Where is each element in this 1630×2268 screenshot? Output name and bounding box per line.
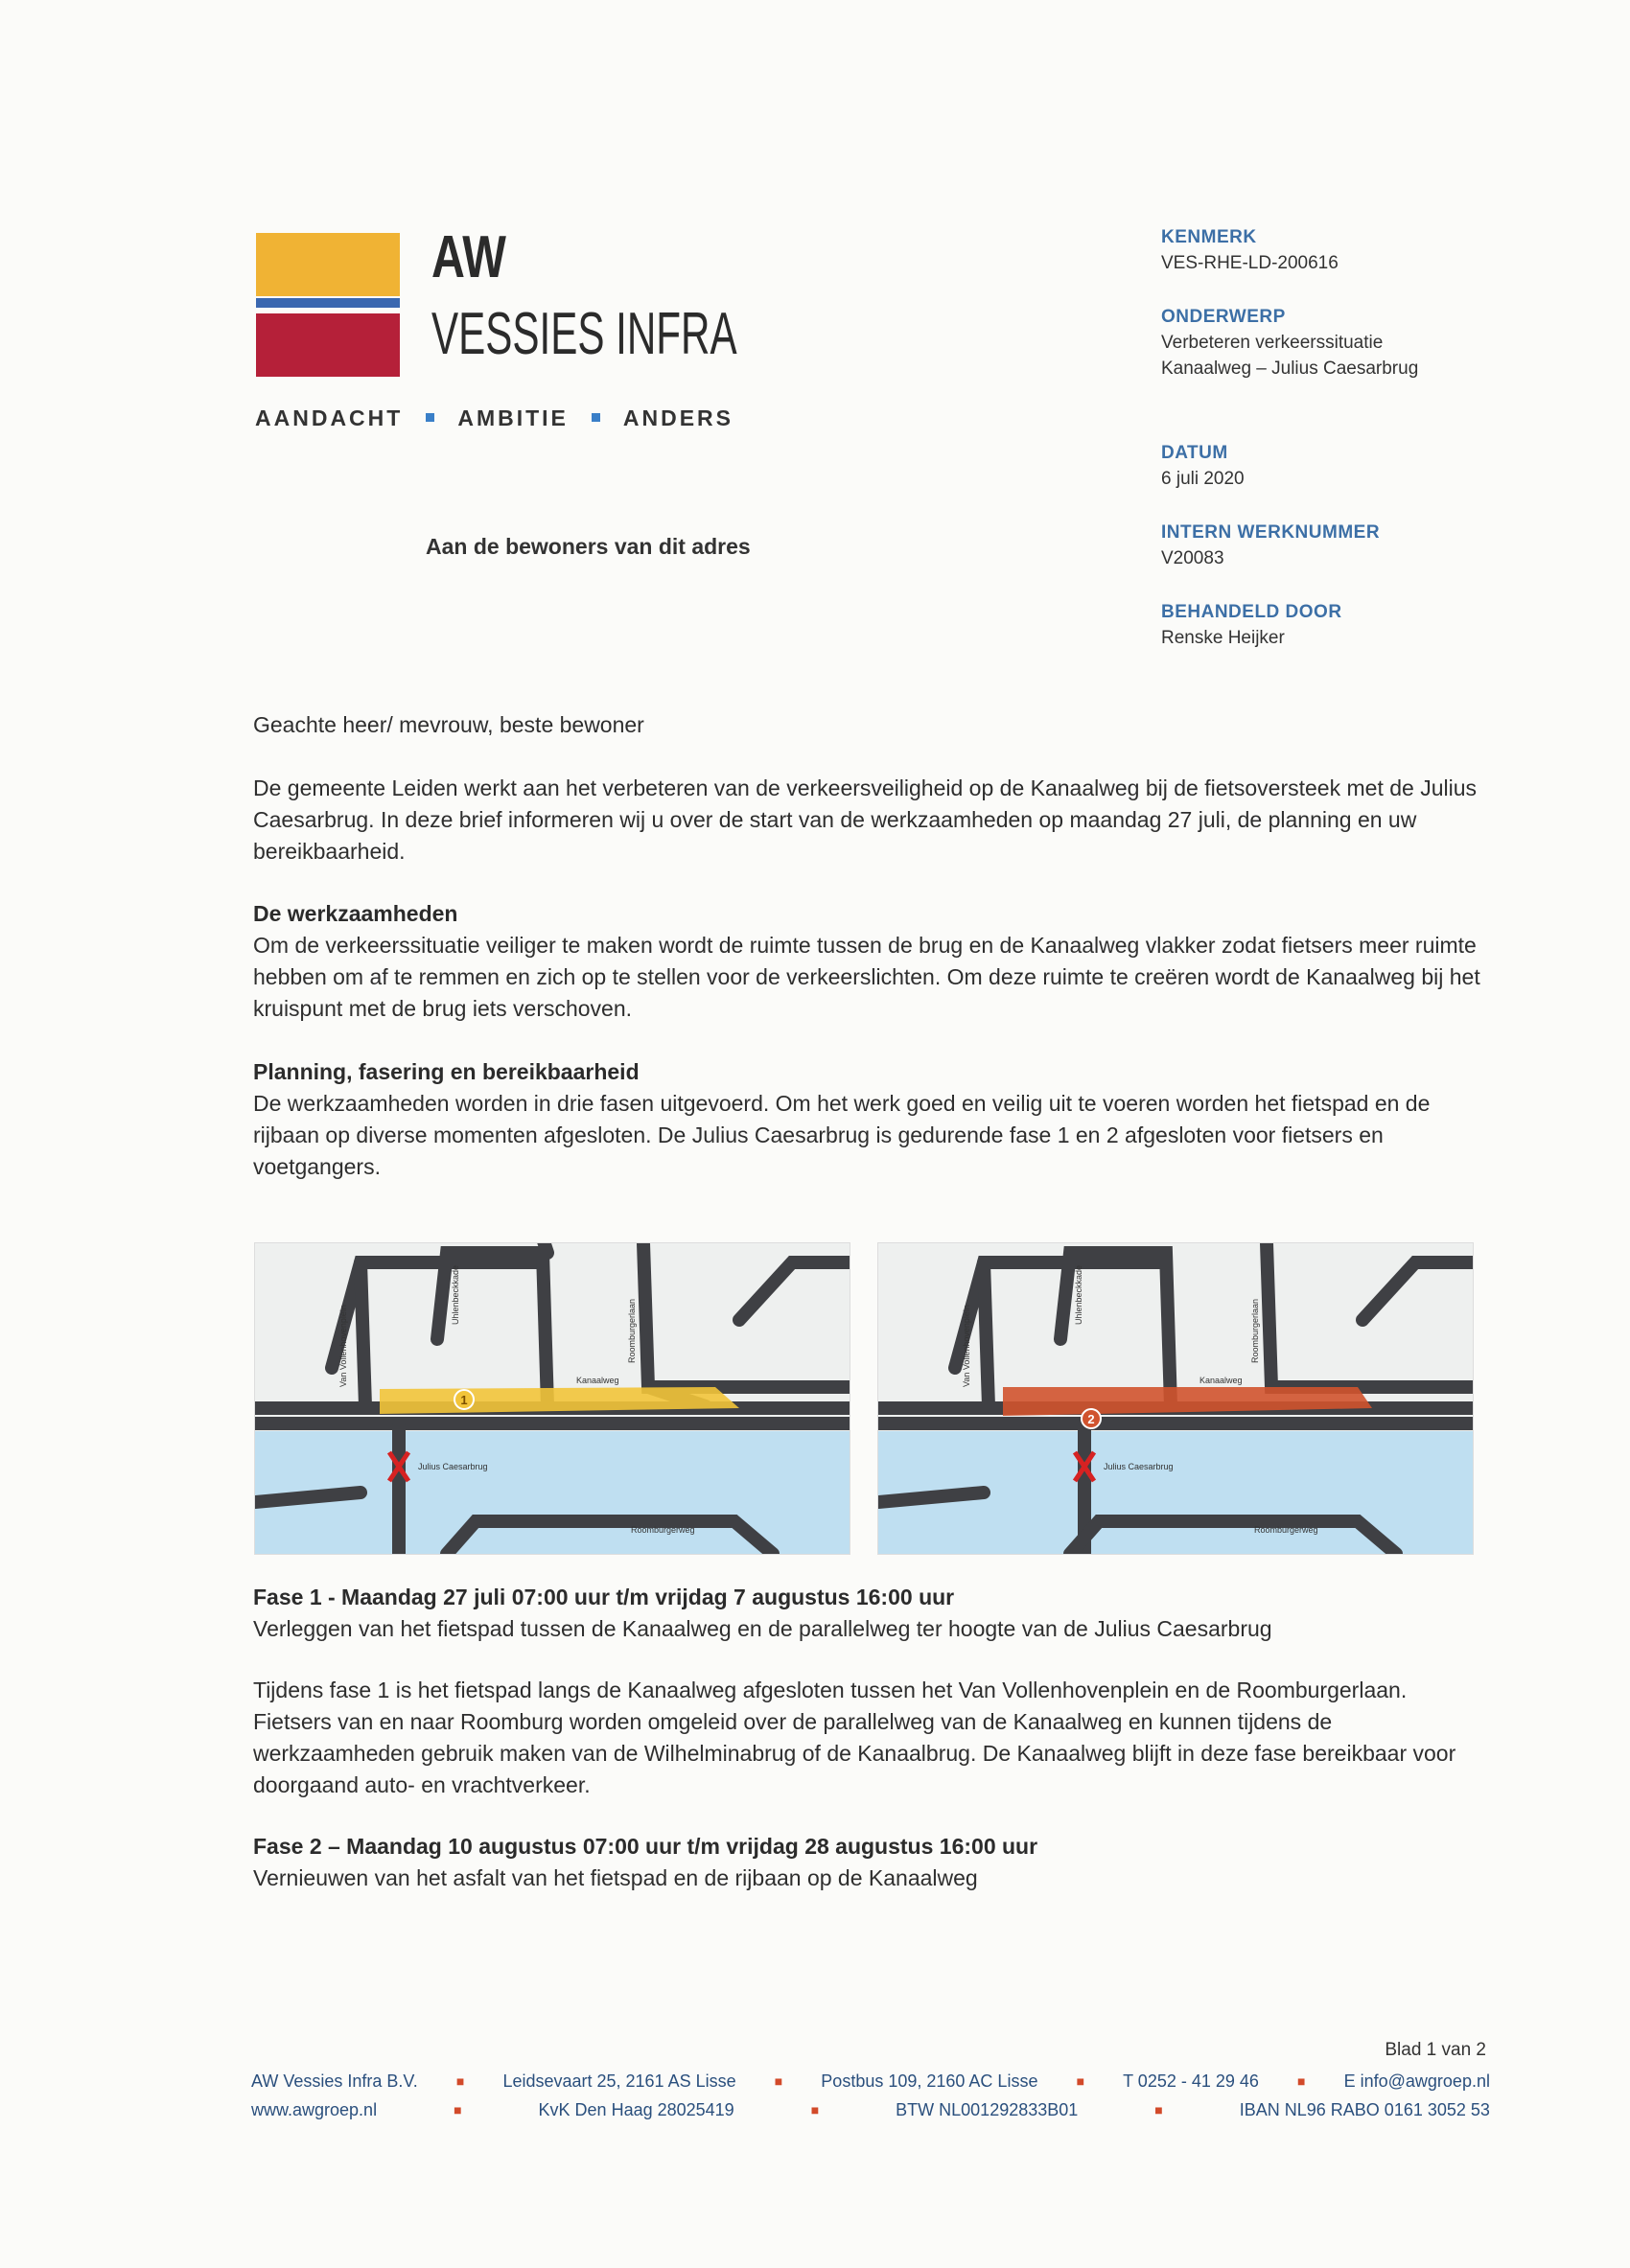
footer-separator: ■ <box>774 2073 783 2089</box>
meta-kenmerk <box>1161 224 1478 276</box>
tagline-separator <box>592 413 600 422</box>
map-phase-number: 1 <box>460 1393 468 1407</box>
footer-iban: IBAN NL96 RABO 0161 3052 53 <box>1239 2100 1490 2119</box>
footer-row <box>251 2067 1490 2095</box>
map-label-uhlenbeck: Uhlenbeckkade <box>1074 1264 1083 1325</box>
footer-btw: BTW NL001292833B01 <box>896 2100 1079 2119</box>
intro-paragraph: De gemeente Leiden werkt aan het verbeteren van de verkeersveiligheid op de Kanaalweg bij de fietsoversteek met de Julius Caesarbrug. In deze brief informeren wij u over de start van de werkzaamheden op maandag 27 juli, de planning en uw bereikbaarheid. <box>253 775 1477 864</box>
footer-separator: ■ <box>455 2073 465 2089</box>
map-label-vollenhoven: Van Vollenhovenplein <box>338 1305 348 1387</box>
section-heading: Planning, fasering en bereikbaarheid <box>253 1059 640 1084</box>
meta-value: Kanaalweg – Julius Caesarbrug <box>1161 359 1419 379</box>
tagline-word: AANDACHT <box>255 405 404 430</box>
footer-row <box>251 2095 1490 2124</box>
meta-label: INTERN WERKNUMMER <box>1161 522 1381 543</box>
logo-yellow-block <box>256 233 400 296</box>
tagline-separator <box>426 413 434 422</box>
meta-value: Verbeteren verkeerssituatie <box>1161 333 1384 353</box>
footer-email: E info@awgroep.nl <box>1343 2071 1490 2091</box>
footer-website: www.awgroep.nl <box>251 2100 378 2119</box>
meta-value: VES-RHE-LD-200616 <box>1161 253 1339 273</box>
map-label-roomburgerlaan: Roomburgerlaan <box>627 1298 637 1363</box>
logo-white-stripe <box>256 308 400 312</box>
footer <box>251 2067 1490 2124</box>
logo-tagline <box>255 405 734 431</box>
meta-label: ONDERWERP <box>1161 307 1286 327</box>
section-planning <box>253 1056 1490 1183</box>
footer-separator: ■ <box>1076 2073 1085 2089</box>
footer-phone: T 0252 - 41 29 46 <box>1123 2071 1259 2091</box>
footer-kvk: KvK Den Haag 28025419 <box>538 2100 734 2119</box>
meta-intern-werknummer <box>1161 520 1478 571</box>
logo-blue-stripe <box>256 298 400 308</box>
map-label-uhlenbeck: Uhlenbeckkade <box>451 1264 460 1325</box>
meta-behandeld-door <box>1161 599 1478 651</box>
meta-label: DATUM <box>1161 443 1228 463</box>
footer-separator: ■ <box>1297 2073 1306 2089</box>
meta-label: KENMERK <box>1161 227 1257 247</box>
page-number: Blad 1 van 2 <box>1385 2040 1486 2060</box>
fase-heading: Fase 1 - Maandag 27 juli 07:00 uur t/m vrijdag 7 augustus 16:00 uur <box>253 1585 955 1609</box>
fase-subtitle: Vernieuwen van het asfalt van het fietspad en de rijbaan op de Kanaalweg <box>253 1865 978 1890</box>
logo-text-aw: AW <box>431 224 506 290</box>
section-werkzaamheden <box>253 898 1490 1025</box>
meta-onderwerp <box>1161 304 1478 382</box>
map-fase-2 <box>877 1242 1474 1555</box>
footer-separator: ■ <box>454 2102 462 2118</box>
meta-value: 6 juli 2020 <box>1161 469 1245 489</box>
footer-company: AW Vessies Infra B.V. <box>251 2071 418 2091</box>
fase-1 <box>253 1582 1490 1645</box>
meta-datum <box>1161 440 1478 492</box>
map-label-roomburgerweg: Roomburgerweg <box>1254 1525 1318 1535</box>
fase-heading: Fase 2 – Maandag 10 augustus 07:00 uur t/m vrijdag 28 augustus 16:00 uur <box>253 1834 1038 1859</box>
footer-postbus: Postbus 109, 2160 AC Lisse <box>821 2071 1038 2091</box>
section-heading: De werkzaamheden <box>253 901 458 926</box>
meta-value: V20083 <box>1161 548 1224 568</box>
salutation: Geachte heer/ mevrouw, beste bewoner <box>253 712 644 737</box>
footer-separator: ■ <box>810 2102 820 2118</box>
addressee: Aan de bewoners van dit adres <box>426 534 751 559</box>
tagline-word: AMBITIE <box>457 405 569 430</box>
tagline-word: ANDERS <box>622 405 734 430</box>
logo-text-vessies-infra: VESSIES INFRA <box>431 301 737 367</box>
map-label-caesarbrug: Julius Caesarbrug <box>418 1462 488 1471</box>
section-paragraph: De werkzaamheden worden in drie fasen uitgevoerd. Om het werk goed en veilig uit te voeren worden het fietspad en de rijbaan op diverse momenten afgesloten. De Julius Caesarbrug is gedurende fase 1 en 2 afgesloten voor fietsers en voetgangers. <box>253 1091 1431 1179</box>
footer-address: Leidsevaart 25, 2161 AS Lisse <box>502 2071 736 2091</box>
section-paragraph: Om de verkeerssituatie veiliger te maken wordt de ruimte tussen de brug en de Kanaalweg vlakker zodat fietsers meer ruimte hebben om af te remmen en zich op te stellen voor de verkeerslichten. Om deze ruimte te creëren wordt de Kanaalweg bij het kruispunt met de brug iets verschoven. <box>253 933 1480 1021</box>
map-label-roomburgerlaan: Roomburgerlaan <box>1250 1298 1260 1363</box>
meta-label: BEHANDELD DOOR <box>1161 602 1342 622</box>
map-label-kanaalweg: Kanaalweg <box>576 1376 619 1385</box>
logo-red-block <box>256 313 400 377</box>
footer-separator: ■ <box>1154 2102 1163 2118</box>
fase-2 <box>253 1831 1490 1894</box>
map-label-caesarbrug: Julius Caesarbrug <box>1104 1462 1174 1471</box>
map-fase-1 <box>254 1242 850 1555</box>
fase-subtitle: Verleggen van het fietspad tussen de Kanaalweg en de parallelweg ter hoogte van de Julius Caesarbrug <box>253 1616 1272 1641</box>
fase-1-paragraph: Tijdens fase 1 is het fietspad langs de Kanaalweg afgesloten tussen het Van Vollenhovenplein en de Roomburgerlaan. Fietsers van en naar Roomburg worden omgeleid over de parallelweg van de Kanaalweg en kunnen tijdens de werkzaamheden gebruik maken van de Wilhelminabrug of de Kanaalbrug. De Kanaalweg blijft in deze fase bereikbaar voor doorgaand auto- en vrachtverkeer. <box>253 1678 1456 1797</box>
map-label-roomburgerweg: Roomburgerweg <box>631 1525 695 1535</box>
map-label-vollenhoven: Van Vollenhovenplein <box>962 1305 971 1387</box>
map-phase-number: 2 <box>1087 1412 1095 1426</box>
meta-value: Renske Heijker <box>1161 628 1285 648</box>
map-label-kanaalweg: Kanaalweg <box>1199 1376 1243 1385</box>
